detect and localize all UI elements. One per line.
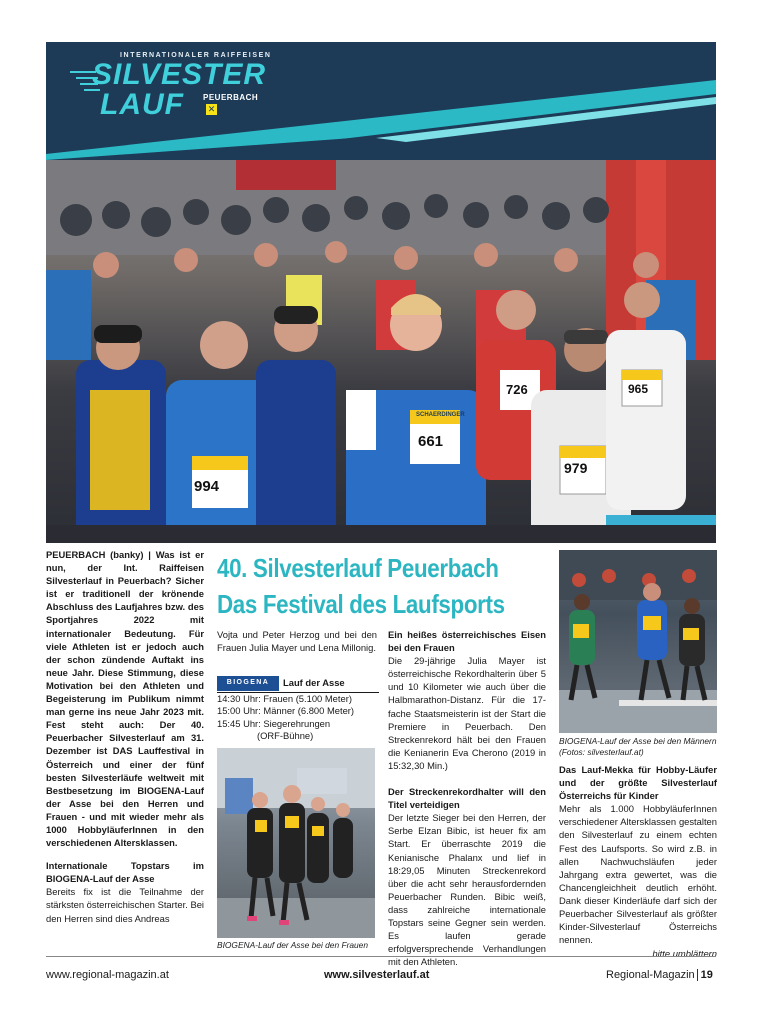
bib-number: 994 [194, 478, 220, 495]
footer-divider [46, 956, 716, 957]
paragraph-hobby-runners: Mehr als 1.000 HobbyläuferInnen verschiedener Altersklassen gestalten den Silvesterlauf zu einem echten Fest des Laufsports. So wird z.B. in allen Nachwuchsläufen jeder Jahrgang extra gewertet, was die Chancengleichheit deutlich erhöht. Dank dieser Kinderläufe darf sich der Peuerbacher Silvesterlauf als größter Kinder-Silvesterlauf Österreichs nennen. [559, 803, 717, 946]
bib-number: 965 [628, 382, 649, 396]
article-lead: PEUERBACH (banky) | Was ist er nun, der Int. Raiffeisen Silvesterlauf in Peuerbach? Sicher ist er traditionell der krönende Abschluss des Laufjahres bzw. des Sportjahres 2022 mit internationaler Bedeutung. Für viele Athleten ist er jedoch auch der schon zündende Auftakt ins neue Jahr. Diese Stimmung, diese Motivation bei den Athleten und Begeisterung im Publikum nimmt man gerne ins neue Jahr 2023 mit. Fest steht auch: Der 40. Peuerbacher Silvesterlauf am 31. Dezember ist DAS Lauffestival in Österreich und einer der fünf besten Silvesterläufe weltweit mit Bestbesetzung im BIOGENA-Lauf der Asse bei den Herren und Frauen - und mit wieder mehr als 1000 HobbyläuferInnen in den verschiedenen Altersklassen. [46, 549, 204, 849]
paragraph-bibic: Der letzte Sieger bei den Herren, der Serbe Elzan Bibic, ist heuer fix am Start. Er überraschte 2019 die Kenianische Phalanx und lief in 18:29,05 Minuten Streckenrekord über die acht sehr herausfordernden Peuerbacher Runden. Bibic weiß, dass zahlreiche internationale Topstars seine Gegner sein werden. Es laufen gerade erfolgversprechende Verhandlungen mit den Athleten. [388, 812, 546, 968]
schedule-title: Lauf der Asse [283, 677, 345, 688]
women-runners-illustration [217, 748, 375, 938]
logo-lauf: LAUF [100, 88, 184, 121]
schedule-row: 14:30 Uhr: Frauen (5.100 Meter) [217, 692, 352, 704]
subhead-hobby-runners: Das Lauf-Mekka für Hobby-Läufer und der größte Silvesterlauf Österreichs für Kinder [559, 764, 717, 802]
photo-men-runners [559, 550, 717, 733]
biogena-logo: BIOGENA [217, 676, 279, 691]
article-column-4 [559, 763, 717, 960]
schedule-box [217, 676, 379, 743]
caption-women: BIOGENA-Lauf der Asse bei den Frauen [217, 940, 368, 950]
headline-line-1: 40. Silvesterlauf Peuerbach [217, 553, 499, 583]
hero-photo-marathon-runners [46, 160, 716, 543]
schedule-row: 15:00 Uhr: Männer (6.800 Meter) [217, 705, 355, 717]
bib-number: 661 [418, 433, 444, 450]
schedule-row: (ORF-Bühne) [257, 730, 314, 742]
men-runners-illustration [559, 550, 717, 733]
subhead-topstars: Internationale Topstars im BIOGENA-Lauf der Asse [46, 860, 204, 885]
paragraph-topstars: Bereits fix ist die Teilnahme der stärksten österreichischen Starter. Bei den Herren sind dies Andreas [46, 886, 204, 924]
article-column-2 [217, 628, 377, 654]
footer-link-silvesterlauf[interactable]: www.silvesterlauf.at [324, 969, 430, 981]
photo-women-runners [217, 748, 375, 938]
page-number: 19 [697, 969, 713, 981]
logo-silvester: SILVESTER [92, 58, 267, 91]
caption-men: BIOGENA-Lauf der Asse bei den Männern (Fotos: silvesterlauf.at) [559, 736, 717, 757]
runners-illustration [46, 160, 716, 543]
bib-number: 979 [564, 460, 588, 476]
article-column-3 [388, 628, 546, 968]
article-headline [217, 550, 505, 622]
raiffeisen-icon: ✕ [207, 104, 216, 114]
paragraph-julia-mayer: Die 29-jährige Julia Mayer ist österreichische Rekordhalterin über 5 und 10 Kilometer wie auch über die Halbmarathon-Distanz. Für die 17-fache Staatsmeisterin ist der Start die Premiere in Peuerbach. Den Streckenrekord hält bei den Frauen die Kenianerin Eva Cherono (2019 in 15:32,30 Min.) [388, 655, 546, 771]
subhead-record-holder: Der Streckenrekordhalter will den Titel verteidigen [388, 786, 546, 811]
headline-line-2: Das Festival des Laufsports [217, 589, 505, 619]
logo-subtitle: INTERNATIONALER RAIFFEISEN [120, 52, 272, 59]
bib-brand: SCHAERDINGER [416, 412, 465, 418]
continue-note: bitte umblättern [652, 948, 717, 960]
paragraph-athletes: Vojta und Peter Herzog und bei den Frauen Julia Mayer und Lena Millonig. [217, 629, 377, 654]
bib-number: 726 [506, 382, 528, 397]
logo-place: PEUERBACH [203, 93, 259, 102]
schedule-row: 15:45 Uhr: Siegerehrungen [217, 717, 331, 729]
footer-magazine-name [606, 969, 713, 981]
article-column-1 [46, 548, 204, 925]
magazine-name: Regional-Magazin [606, 969, 695, 981]
subhead-women: Ein heißes österreichisches Eisen bei den Frauen [388, 629, 546, 654]
footer-link-regional-magazin[interactable]: www.regional-magazin.at [46, 969, 169, 981]
